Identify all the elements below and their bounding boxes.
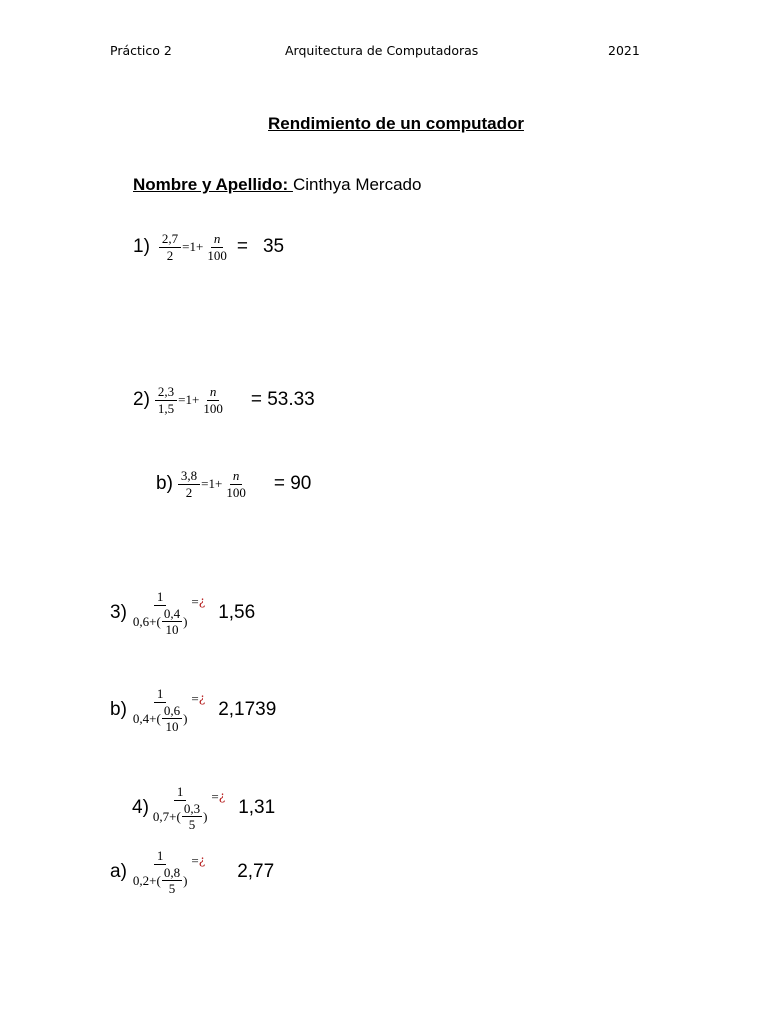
fraction: 1 0,6+( $\frac{0,4}{10}$ ) <box>132 589 188 638</box>
item-label: b) <box>110 699 127 721</box>
item-label: b) <box>156 473 173 495</box>
item-label: 3) <box>110 602 127 624</box>
equals-sign: = <box>236 236 248 258</box>
equation-3 <box>110 590 255 637</box>
student-name-label: Nombre y Apellido: <box>133 175 293 194</box>
answer: = 90 <box>273 473 312 495</box>
formula: 1 0,4+( $\frac{0,6}{10}$ ) = ¿ <box>129 687 205 734</box>
header-left: Práctico 2 <box>110 43 172 58</box>
fraction: $\frac{2,3}{1,5}$ <box>155 385 177 415</box>
answer: = 53.33 <box>250 389 315 411</box>
student-name-value: Cinthya Mercado <box>292 175 422 194</box>
equation-1 <box>133 232 284 262</box>
answer: 1,31 <box>238 797 276 819</box>
item-label: a) <box>110 861 127 883</box>
student-name-row <box>133 175 421 195</box>
fraction: $\frac{n}{100}$ <box>226 468 246 500</box>
equation-3b <box>110 687 276 734</box>
formula: $\frac{2,7}{2}$ =1+ $\frac{n}{100}$ <box>158 232 231 262</box>
equation-2b <box>156 469 311 499</box>
fraction: 1 0,4+( $\frac{0,6}{10}$ ) <box>132 686 188 735</box>
item-label: 2) <box>133 389 150 411</box>
item-label: 1) <box>133 236 150 258</box>
formula: 1 0,7+( $\frac{0,3}{5}$ ) = ¿ <box>149 785 225 832</box>
formula: $\frac{3,8}{2}$ =1+ $\frac{n}{100}$ <box>177 469 250 499</box>
equation-4a <box>110 849 274 896</box>
item-label: 4) <box>132 797 149 819</box>
fraction: $\frac{n}{100}$ <box>203 384 223 416</box>
equation-2 <box>133 385 315 415</box>
header-center: Arquitectura de Computadoras <box>285 43 479 58</box>
fraction: $\frac{n}{100}$ <box>207 231 227 263</box>
formula: 1 0,2+( $\frac{0,8}{5}$ ) = ¿ <box>129 849 205 896</box>
answer: 2,1739 <box>218 699 277 721</box>
answer: 35 <box>262 236 285 258</box>
formula: 1 0,6+( $\frac{0,4}{10}$ ) = ¿ <box>129 590 205 637</box>
page-title: Rendimiento de un computador <box>268 114 524 133</box>
fraction: 1 0,2+( $\frac{0,8}{5}$ ) <box>132 848 188 897</box>
fraction: $\frac{2,7}{2}$ <box>159 232 181 262</box>
header-right: 2021 <box>608 43 640 58</box>
equation-4 <box>132 785 275 832</box>
answer: 2,77 <box>237 861 275 883</box>
fraction: $\frac{3,8}{2}$ <box>178 469 200 499</box>
answer: 1,56 <box>218 602 256 624</box>
formula: $\frac{2,3}{1,5}$ =1+ $\frac{n}{100}$ <box>154 385 227 415</box>
fraction: 1 0,7+( $\frac{0,3}{5}$ ) <box>152 784 208 833</box>
